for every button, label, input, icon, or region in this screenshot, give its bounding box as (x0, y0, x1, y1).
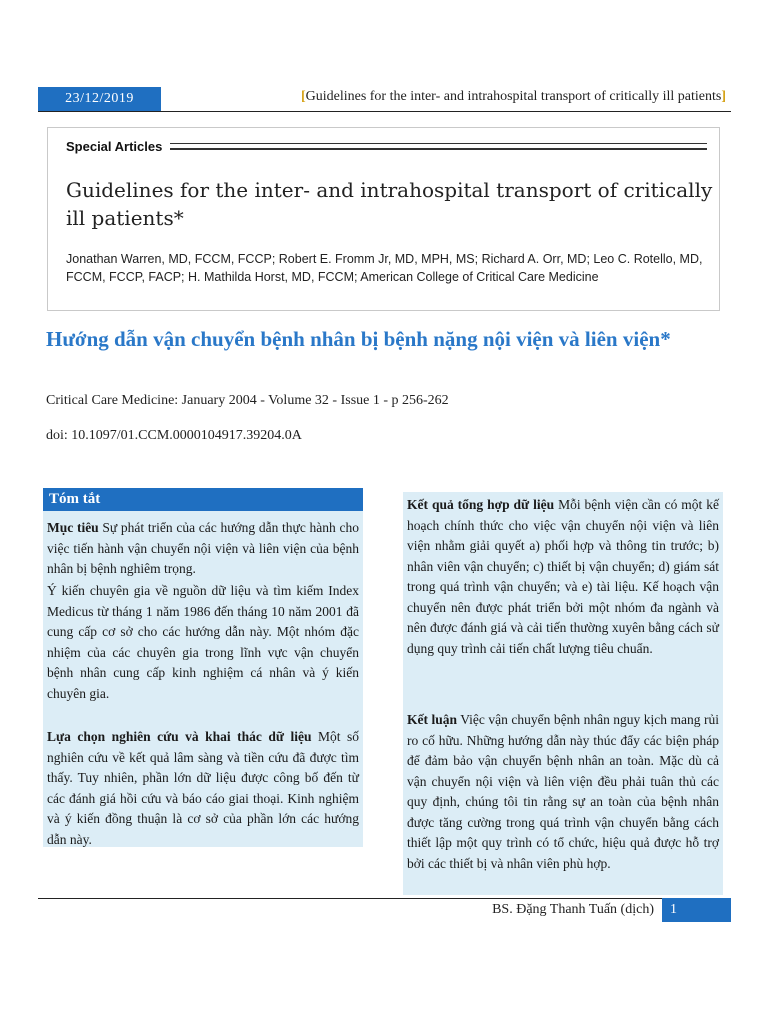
conclusion-label: Kết luận (407, 712, 457, 727)
bracket-close: ] (721, 89, 726, 104)
doi: doi: 10.1097/01.CCM.0000104917.39204.0A (46, 428, 302, 443)
selection-paragraph (43, 727, 363, 850)
sources-paragraph: Ý kiến chuyên gia về nguồn dữ liệu và tìm kiếm Index Medicus từ tháng 1 năm 1986 đến tháng 10 năm 2001 đã cung cấp cơ sở cho các hướng dẫn này. Một nhóm đặc nhiệm của các chuyên gia trong lĩnh vực vận chuyển bệnh nhân cung cấp kinh nghiệm cá nhân và ý kiến chuyên gia. (47, 583, 359, 701)
original-authors: Jonathan Warren, MD, FCCM, FCCP; Robert E. Fromm Jr, MD, MPH, MS; Richard A. Orr, MD; Leo C. Rotello, MD, FCCM, FCCP, FACP; H. Mathilda Horst, MD, FCCM; American College of Critical Care Medicine (66, 252, 703, 284)
section-label: Special Articles (66, 138, 163, 154)
date-badge: 23/12/2019 (38, 87, 161, 111)
abstract-left-column (43, 488, 363, 847)
bracket-open: [ (300, 89, 306, 104)
abstract-right-column (403, 492, 723, 895)
translator-credit: BS. Đặng Thanh Tuấn (dịch) (492, 902, 654, 917)
page-number: 1 (662, 898, 731, 922)
conclusion-paragraph (403, 710, 723, 874)
objective-paragraph (43, 518, 363, 580)
running-title (301, 89, 726, 105)
objective-text: Sự phát triển của các hướng dẫn thực hành cho việc tiến hành vận chuyển nội viện và liên viện của bệnh nhân bị bệnh nghiêm trọng. (47, 520, 359, 576)
original-title: Guidelines for the inter- and intrahospital transport of critically ill patients* (66, 178, 713, 230)
section-label-row (66, 138, 707, 154)
objective-label: Mục tiêu (47, 520, 99, 535)
selection-label: Lựa chọn nghiên cứu và khai thác dữ liệu (47, 729, 312, 744)
section-rule (170, 143, 707, 150)
conclusion-text: Việc vận chuyển bệnh nhân nguy kịch mang rủi ro cố hữu. Những hướng dẫn này thúc đẩy các biện pháp để đảm bảo vận chuyển bệnh nhân an toàn. Mặc dù cả vận chuyển nội viện và liên viện đều phải tuân thủ các quy định, chúng tôi tin rằng sự an toàn của bệnh nhân được tăng cường trong quá trình vận chuyển bằng cách thiết lập một quy trình có tổ chức, hiệu quả được hỗ trợ bởi các thiết bị và nhân viên phù hợp. (407, 712, 719, 871)
header-rule (38, 111, 731, 112)
footer-rule (38, 898, 731, 899)
synthesis-paragraph (403, 495, 723, 659)
original-article-box (47, 127, 720, 311)
citation: Critical Care Medicine: January 2004 - Volume 32 - Issue 1 - p 256-262 (46, 393, 449, 408)
running-title-text: Guidelines for the inter- and intrahospital transport of critically ill patients (305, 89, 722, 104)
abstract-heading: Tóm tắt (43, 488, 363, 511)
selection-text: Một số nghiên cứu về kết quả lâm sàng và tiền cứu đã được tìm thấy. Tuy nhiên, phần lớn dữ liệu được công bố đến từ các đánh giá hồi cứu và báo cáo giai thoại. Kinh nghiệm và ý kiến đồng thuận là cơ sở của phần lớn các hướng dẫn này. (47, 729, 359, 847)
synthesis-label: Kết quả tổng hợp dữ liệu (407, 497, 555, 512)
vietnamese-title: Hướng dẫn vận chuyển bệnh nhân bị bệnh nặng nội viện và liên viện* (46, 327, 671, 351)
synthesis-text: Mỗi bệnh viện cần có một kế hoạch chính thức cho việc vận chuyển nội viện và liên viện nhằm giải quyết a) phối hợp và thông tin trước; b) nhân viên vận chuyển; c) thiết bị vận chuyển; d) giám sát trong quá trình vận chuyển; và e) tài liệu. Kế hoạch vận chuyển nên được phát triển bởi một nhóm đa ngành và nên được đánh giá và cải tiến thường xuyên bằng cách sử dụng quy trình cải tiến chất lượng tiêu chuẩn. (407, 497, 719, 656)
